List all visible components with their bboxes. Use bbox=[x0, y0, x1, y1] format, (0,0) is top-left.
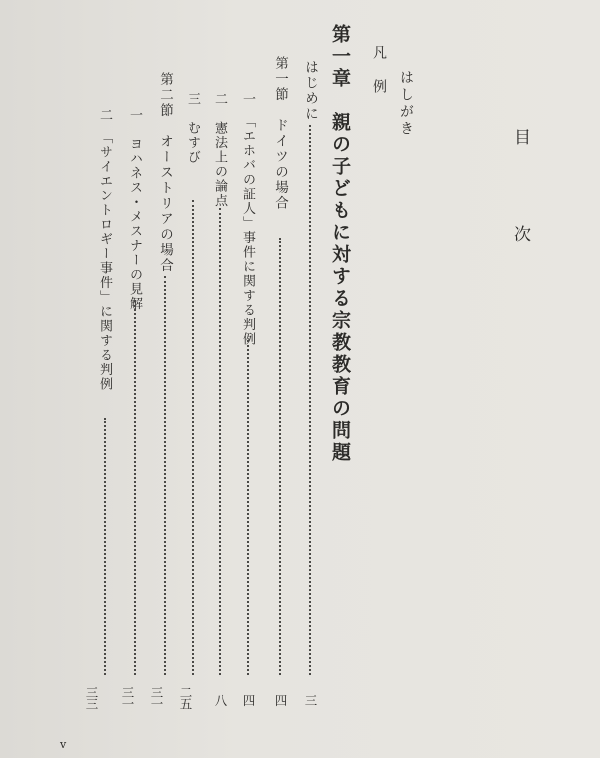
dot-leader bbox=[219, 208, 221, 675]
chapter-1-heading: 第一章 親の子どもに対する宗教教育の問題 bbox=[329, 24, 351, 464]
dot-leader bbox=[247, 340, 249, 675]
section-2-heading: 第二節 オーストリアの場合 bbox=[157, 72, 173, 274]
page-number: 二五 bbox=[178, 686, 193, 709]
page-number: 三 bbox=[303, 694, 318, 707]
toc-subentry: 二 憲法上の論点 bbox=[212, 92, 227, 208]
page-number: 三三 bbox=[84, 686, 99, 709]
toc-subentry: 二 「サイエントロギー事件」に関する判例 bbox=[97, 108, 112, 392]
toc-entry-hashigaki: はしがき bbox=[398, 70, 414, 138]
toc-entry-hanrei: 凡 例 bbox=[371, 45, 387, 96]
dot-leader bbox=[309, 125, 311, 675]
page-number: 八 bbox=[213, 694, 228, 707]
toc-subentry: 一 「エホバの証人」事件に関する判例 bbox=[240, 92, 255, 347]
toc-title bbox=[508, 128, 533, 244]
page-number: 三一 bbox=[149, 686, 164, 709]
toc-entry-hajimeni: はじめに bbox=[302, 60, 318, 122]
dot-leader bbox=[104, 418, 106, 675]
toc-subentry: 三 むすび bbox=[185, 92, 200, 165]
toc-title-first-char: 目 bbox=[510, 128, 530, 147]
section-1-heading: 第一節 ドイツの場合 bbox=[272, 56, 288, 211]
page-number: 四 bbox=[273, 694, 288, 707]
page-number: 四 bbox=[241, 694, 256, 707]
folio-page-number: v bbox=[60, 738, 67, 751]
dot-leader bbox=[279, 238, 281, 675]
toc-subentry: 一 ヨハネス・メスナーの見解 bbox=[127, 108, 142, 311]
dot-leader bbox=[164, 276, 166, 675]
page-number: 三一 bbox=[120, 686, 135, 709]
dot-leader bbox=[192, 200, 194, 675]
toc-title-second-char: 次 bbox=[510, 225, 530, 244]
dot-leader bbox=[134, 300, 136, 675]
